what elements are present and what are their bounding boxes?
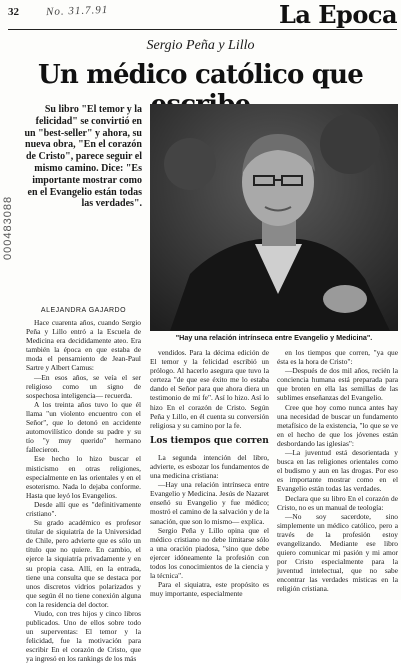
portrait-image [150, 104, 398, 331]
paragraph: Declara que su libro En el corazón de Cristo, no es un manual de teología: [277, 493, 398, 512]
paragraph: Sergio Peña y Lillo opina que el médico cristiano no debe limitarse sólo a una oración piadosa, "sino que debe ejercer idóneamente la profesión con todos los conocimientos de la ciencia y la técnica". [150, 525, 269, 581]
paragraph: —Hay una relación intrínseca entre Evangelio y Medicina. Jesús de Nazaret enseñó su Evangelio y fue médico; mostró el camino de la salvación y de la sanación, que son lo mismo— explica. [150, 480, 269, 526]
paragraph: A los treinta años tuvo lo que él llama "un violento encuentro con el Señor", que lo detonó en accidente automovilístico donde su padre y su tío "y muy querido" hermano fallecieron. [26, 399, 141, 455]
paragraph: —En esos años, se veía el ser religioso como un signo de sospechosa inteligencia— recuerda. [26, 372, 141, 400]
paragraph: Viudo, con tres hijos y cinco libros publicados. Uno de ellos sobre todo un superventas: El temor y la felicidad, fue la motivación para escribir En el corazón de Cristo, que ya ingresó en los rankings de los más [26, 609, 141, 664]
paragraph: Su grado académico es profesor titular de siquiatría de la Universidad de Chile, pero advierte que es sólo un título que no quiere. En cambio, el ejerce la siquiatría privadamente y en su propia casa. Allí, en la entrada, tiene una consulta que se destaca por unos discretos vidrios polarizados y que según él no tiene conexión alguna con la residencia del doctor. [26, 518, 141, 609]
archive-stamp: 000483088 [2, 195, 14, 260]
paragraph: La segunda intención del libro, advierte, es esbozar los fundamentos de una medicina cristiana: [150, 452, 269, 481]
photo-caption: "Hay una relación intrínseca entre Evangelio y Medicina". [175, 333, 373, 342]
paragraph: —No soy sacerdote, sino simplemente un médico católico, pero a través de la profesión estoy evangelizando. Mediante ese libro quiero comunicar mi pasión y mi amor por Cristo especialmente para la juventud intelectual, que no sabe encontrar las verdades místicas en la religión cristiana. [277, 511, 398, 594]
paragraph: —La juventud está desorientada y busca en las religiones orientales como el budismo y aun en las drogas. Por eso es importante mostrar como en el Evangelio están todas las verdades. [277, 448, 398, 494]
paragraph: vendidos. Para la décima edición de El temor y la felicidad escribió un prólogo. Al hacerlo asegura que tuvo la certeza "de que ese éxito me lo estaba dando el Señor para que ahora diera un testimonio de mí fe". Así lo hizo. Así lo hizo En el corazón de Cristo. Según Peña y Lillo, en él cuenta su conversión religiosa y su camino por la fe. [150, 348, 269, 430]
page-number: 32 [8, 6, 19, 18]
headline: Un médico católico que [38, 60, 363, 90]
article-column-2 [150, 348, 269, 600]
paragraph: Ese hecho lo hizo buscar el misticismo en otras religiones, especialmente en las orientales y en el esoterismo. Nada lo dejaba conforme. Hasta que leyó los Evangelios. [26, 454, 141, 500]
paragraph: Cree que hoy como nunca antes hay una necesidad de buscar un fundamento metafísico de la existencia, "lo que se ve en el hecho de que los jóvenes están desbordando las iglesias": [277, 402, 398, 448]
paragraph: en los tiempos que corren, "ya que ésta es la hora de Cristo": [277, 348, 398, 367]
paragraph: Hace cuarenta años, cuando Sergio Peña y Lillo entró a la Escuela de Medicina era decididamente ateo. Era también la época en que estaba de moda el pensamiento de Jean-Paul Sartre y Albert Camus: [26, 318, 141, 373]
paragraph: Para el siquiatra, este propósito es muy importante, especialmente [150, 580, 269, 599]
article-column-3 [277, 348, 398, 600]
lead-paragraph: Su libro "El temor y la felicidad" se convirtió en un "best-seller" y ahora, su nueva obra, "En el corazón de Cristo", parece seguir el mismo camino. Dice: "Es importante mostrar como en el Evangelio están todas las verdades". [24, 104, 142, 210]
byline: ALEJANDRA GAJARDO [40, 307, 127, 314]
author-photo [150, 104, 398, 331]
handwritten-date: No. 31.7.91 [45, 3, 109, 19]
article-author: Sergio Peña y Lillo [146, 38, 255, 53]
masthead: La Epoca [278, 0, 397, 29]
header-rule [8, 29, 397, 30]
section-subhead: Los tiempos que corren [150, 435, 269, 446]
article-column-1 [26, 318, 141, 664]
paragraph: —Después de dos mil años, recién la conciencia humana está preparada para que broten en ella las semillas de las sublimes enseñanzas del Evangelio. [277, 366, 398, 403]
paragraph: Desde allí que es "definitivamente cristiano". [26, 499, 141, 518]
